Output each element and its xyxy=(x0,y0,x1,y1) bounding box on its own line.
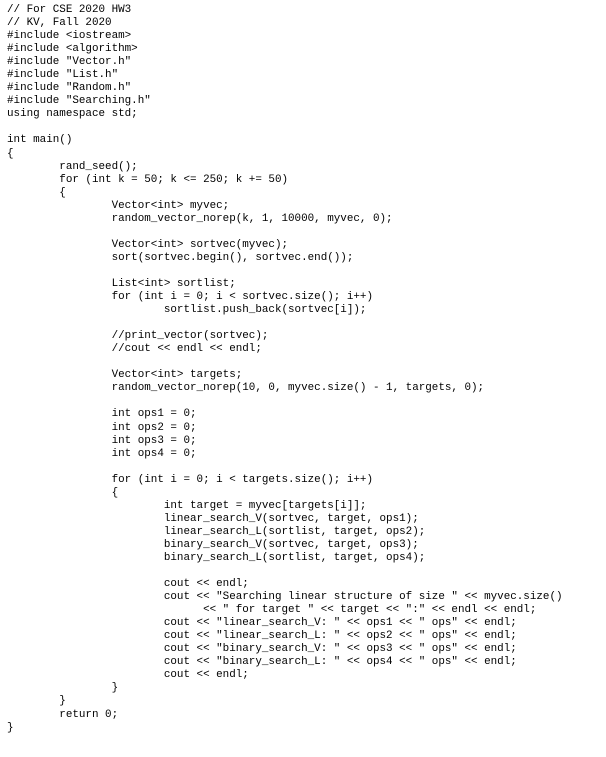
code-line: for (int i = 0; i < sortvec.size(); i++) xyxy=(7,291,373,304)
code-line: List<int> sortlist; xyxy=(7,277,236,290)
code-line: cout << "Searching linear structure of size " << myvec.size() xyxy=(7,591,563,604)
code-line: int ops1 = 0; xyxy=(7,408,197,421)
code-line: Vector<int> sortvec(myvec); xyxy=(7,238,289,251)
code-line: int ops3 = 0; xyxy=(7,434,197,447)
code-line: { xyxy=(7,486,119,499)
code-line: sortlist.push_back(sortvec[i]); xyxy=(7,304,367,317)
code-line xyxy=(7,265,602,278)
code-line xyxy=(7,395,602,408)
code-line: using namespace std; xyxy=(7,108,138,121)
code-line: binary_search_V(sortvec, target, ops3); xyxy=(7,538,419,551)
code-line: cout << endl; xyxy=(7,669,249,682)
code-line: Vector<int> targets; xyxy=(7,369,243,382)
code-line: Vector<int> myvec; xyxy=(7,199,230,212)
code-line: } xyxy=(7,695,66,708)
code-line: cout << "linear_search_L: " << ops2 << " ops" << endl; xyxy=(7,630,517,643)
code-line: cout << endl; xyxy=(7,578,249,591)
code-line xyxy=(7,461,602,474)
code-line: linear_search_V(sortvec, target, ops1); xyxy=(7,512,419,525)
code-line: rand_seed(); xyxy=(7,160,138,173)
code-line xyxy=(7,121,602,134)
code-line: #include "List.h" xyxy=(7,69,119,82)
code-line: int ops2 = 0; xyxy=(7,421,197,434)
code-line: linear_search_L(sortlist, target, ops2); xyxy=(7,525,426,538)
code-line: cout << "binary_search_V: " << ops3 << " ops" << endl; xyxy=(7,643,517,656)
code-line: #include <iostream> xyxy=(7,30,132,43)
code-line: int target = myvec[targets[i]]; xyxy=(7,499,367,512)
code-line: // KV, Fall 2020 xyxy=(7,17,112,30)
code-line: << " for target " << target << ":" << endl << endl; xyxy=(7,604,537,617)
code-line: cout << "binary_search_L: " << ops4 << " ops" << endl; xyxy=(7,656,517,669)
code-line: //cout << endl << endl; xyxy=(7,343,262,356)
code-line xyxy=(7,356,602,369)
code-line: // For CSE 2020 HW3 xyxy=(7,4,132,16)
code-line xyxy=(7,565,602,578)
code-line: } xyxy=(7,721,14,734)
code-line: #include "Random.h" xyxy=(7,82,132,95)
code-line: return 0; xyxy=(7,708,119,721)
code-line: #include "Searching.h" xyxy=(7,95,151,108)
code-line: random_vector_norep(10, 0, myvec.size() - 1, targets, 0); xyxy=(7,382,485,395)
code-line: binary_search_L(sortlist, target, ops4); xyxy=(7,551,426,564)
code-line: { xyxy=(7,186,66,199)
code-line: { xyxy=(7,147,14,160)
code-line xyxy=(7,226,602,239)
source-code-view[interactable] xyxy=(7,4,602,735)
code-line: for (int i = 0; i < targets.size(); i++) xyxy=(7,473,373,486)
code-line: } xyxy=(7,682,119,695)
code-line: cout << "linear_search_V: " << ops1 << " ops" << endl; xyxy=(7,617,517,630)
code-line: sort(sortvec.begin(), sortvec.end()); xyxy=(7,251,354,264)
code-line: int main() xyxy=(7,134,73,147)
code-line xyxy=(7,317,602,330)
code-line: //print_vector(sortvec); xyxy=(7,330,269,343)
code-line: random_vector_norep(k, 1, 10000, myvec, 0); xyxy=(7,212,393,225)
code-line: int ops4 = 0; xyxy=(7,447,197,460)
code-line: #include <algorithm> xyxy=(7,43,138,56)
code-line: for (int k = 50; k <= 250; k += 50) xyxy=(7,173,289,186)
code-line: #include "Vector.h" xyxy=(7,56,132,69)
